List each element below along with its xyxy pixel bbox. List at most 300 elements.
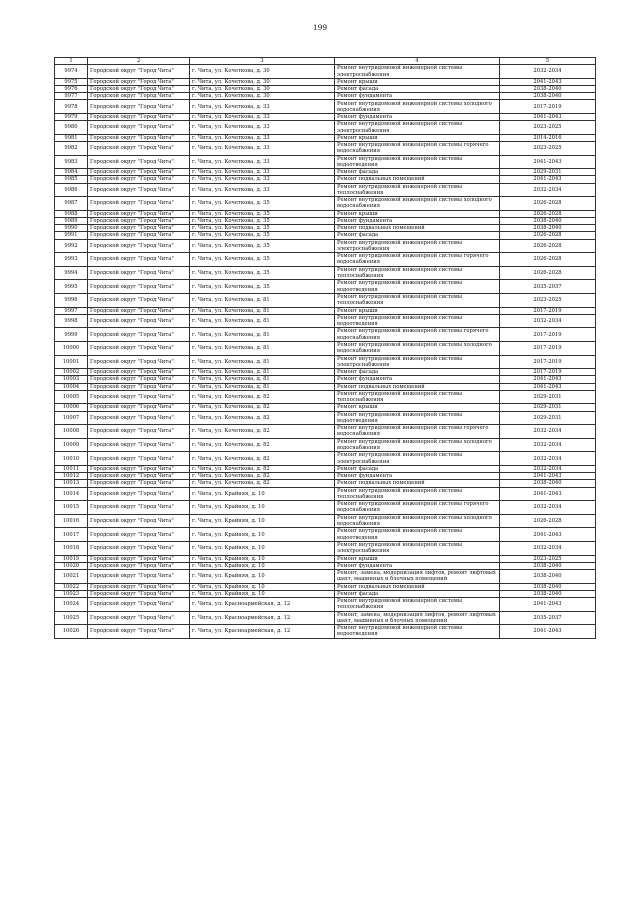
- address-cell: г. Чита, ул. Красноармейская, д. 12: [190, 625, 335, 639]
- address-cell: г. Чита, ул. Крайняя, д. 10: [190, 555, 335, 562]
- address-cell: г. Чита, ул. Кочеткова, д. 82: [190, 390, 335, 404]
- period-cell: 2038-2040: [500, 86, 596, 93]
- municipality-cell: Городской округ "Город Чита": [88, 176, 190, 183]
- municipality-cell: Городской округ "Город Чита": [88, 473, 190, 480]
- table-row: [55, 438, 596, 452]
- period-cell: 2029-2031: [500, 390, 596, 404]
- period-cell: 2041-2043: [500, 487, 596, 501]
- column-header: 5: [500, 58, 596, 65]
- period-cell: 2041-2043: [500, 78, 596, 85]
- row-number-cell: 10019: [55, 555, 88, 562]
- work-type-cell: Ремонт крыши: [335, 134, 500, 141]
- period-cell: 2035-2037: [500, 280, 596, 294]
- municipality-cell: Городской округ "Город Чита": [88, 253, 190, 267]
- municipality-cell: Городской округ "Город Чита": [88, 390, 190, 404]
- municipality-cell: Городской округ "Город Чита": [88, 225, 190, 232]
- period-cell: 2038-2040: [500, 569, 596, 583]
- work-type-cell: Ремонт внутридомовой инженерной системы теплоснабжения: [335, 183, 500, 197]
- period-cell: 2041-2043: [500, 597, 596, 611]
- table-row: [55, 93, 596, 100]
- municipality-cell: Городской округ "Город Чита": [88, 210, 190, 217]
- row-number-cell: 10009: [55, 438, 88, 452]
- address-cell: г. Чита, ул. Кочеткова, д. 35: [190, 280, 335, 294]
- row-number-cell: 10025: [55, 611, 88, 625]
- work-type-cell: Ремонт фасада: [335, 169, 500, 176]
- column-header: 1: [55, 58, 88, 65]
- row-number-cell: 10012: [55, 473, 88, 480]
- address-cell: г. Чита, ул. Крайняя, д. 10: [190, 514, 335, 528]
- table-row: [55, 225, 596, 232]
- address-cell: г. Чита, ул. Кочеткова, д. 30: [190, 93, 335, 100]
- table-row: [55, 86, 596, 93]
- row-number-cell: 9998: [55, 314, 88, 328]
- row-number-cell: 10016: [55, 514, 88, 528]
- table-row: [55, 266, 596, 280]
- period-cell: 2017-2019: [500, 307, 596, 314]
- address-cell: г. Чита, ул. Кочеткова, д. 33: [190, 169, 335, 176]
- municipality-cell: Городской округ "Город Чита": [88, 169, 190, 176]
- municipality-cell: Городской округ "Город Чита": [88, 232, 190, 239]
- row-number-cell: 9979: [55, 114, 88, 121]
- table-row: [55, 528, 596, 542]
- address-cell: г. Чита, ул. Кочеткова, д. 33: [190, 100, 335, 114]
- period-cell: 2023-2025: [500, 142, 596, 156]
- address-cell: г. Чита, ул. Кочеткова, д. 30: [190, 86, 335, 93]
- period-cell: 2041-2043: [500, 383, 596, 390]
- table-row: [55, 390, 596, 404]
- row-number-cell: 9982: [55, 142, 88, 156]
- work-type-cell: Ремонт внутридомовой инженерной системы электроснабжения: [335, 541, 500, 555]
- row-number-cell: 10011: [55, 465, 88, 472]
- table-row: [55, 583, 596, 590]
- address-cell: г. Чита, ул. Кочеткова, д. 35: [190, 239, 335, 253]
- table-row: [55, 307, 596, 314]
- table-row: [55, 355, 596, 369]
- table-row: [55, 383, 596, 390]
- table-row: [55, 369, 596, 376]
- municipality-cell: Городской округ "Город Чита": [88, 314, 190, 328]
- table-body: [55, 58, 596, 639]
- municipality-cell: Городской округ "Город Чита": [88, 266, 190, 280]
- table-row: [55, 155, 596, 169]
- work-type-cell: Ремонт внутридомовой инженерной системы холодного водоснабжения: [335, 341, 500, 355]
- row-number-cell: 9992: [55, 239, 88, 253]
- table-row: [55, 217, 596, 224]
- address-cell: г. Чита, ул. Крайняя, д. 10: [190, 562, 335, 569]
- work-type-cell: Ремонт внутридомовой инженерной системы водоотведения: [335, 625, 500, 639]
- period-cell: 2038-2040: [500, 480, 596, 487]
- address-cell: г. Чита, ул. Крайняя, д. 10: [190, 590, 335, 597]
- row-number-cell: 9978: [55, 100, 88, 114]
- address-cell: г. Чита, ул. Кочеткова, д. 82: [190, 425, 335, 439]
- period-cell: 2026-2028: [500, 253, 596, 267]
- row-number-cell: 9987: [55, 197, 88, 211]
- work-type-cell: Ремонт внутридомовой инженерной системы горячего водоснабжения: [335, 425, 500, 439]
- row-number-cell: 9989: [55, 217, 88, 224]
- period-cell: 2026-2028: [500, 266, 596, 280]
- municipality-cell: Городской округ "Город Чита": [88, 100, 190, 114]
- work-type-cell: Ремонт подвальных помещений: [335, 583, 500, 590]
- row-number-cell: 9975: [55, 78, 88, 85]
- address-cell: г. Чита, ул. Кочеткова, д. 82: [190, 438, 335, 452]
- table-row: [55, 169, 596, 176]
- table-row: [55, 134, 596, 141]
- work-type-cell: Ремонт, замена, модернизация лифтов, ремонт лифтовых шахт, машинных и блочных помещений: [335, 611, 500, 625]
- municipality-cell: Городской округ "Город Чита": [88, 280, 190, 294]
- period-cell: 2026-2028: [500, 239, 596, 253]
- table-row: [55, 562, 596, 569]
- municipality-cell: Городской округ "Город Чита": [88, 239, 190, 253]
- table-row: [55, 625, 596, 639]
- period-cell: 2038-2040: [500, 590, 596, 597]
- row-number-cell: 10014: [55, 487, 88, 501]
- municipality-cell: Городской округ "Город Чита": [88, 480, 190, 487]
- municipality-cell: Городской округ "Город Чита": [88, 541, 190, 555]
- period-cell: 2038-2040: [500, 217, 596, 224]
- address-cell: г. Чита, ул. Кочеткова, д. 35: [190, 253, 335, 267]
- row-number-cell: 9980: [55, 121, 88, 135]
- address-cell: г. Чита, ул. Кочеткова, д. 81: [190, 383, 335, 390]
- period-cell: 2026-2028: [500, 210, 596, 217]
- row-number-cell: 10013: [55, 480, 88, 487]
- municipality-cell: Городской округ "Город Чита": [88, 625, 190, 639]
- table-row: [55, 541, 596, 555]
- period-cell: 2032-2034: [500, 438, 596, 452]
- row-number-cell: 9983: [55, 155, 88, 169]
- work-type-cell: Ремонт внутридомовой инженерной системы водоотведения: [335, 411, 500, 425]
- period-cell: 2023-2025: [500, 555, 596, 562]
- municipality-cell: Городской округ "Город Чита": [88, 452, 190, 466]
- municipality-cell: Городской округ "Город Чита": [88, 376, 190, 383]
- table-row: [55, 473, 596, 480]
- table-row: [55, 376, 596, 383]
- work-type-cell: Ремонт фундамента: [335, 114, 500, 121]
- address-cell: г. Чита, ул. Красноармейская, д. 12: [190, 597, 335, 611]
- period-cell: 2032-2034: [500, 65, 596, 79]
- municipality-cell: Городской округ "Город Чита": [88, 569, 190, 583]
- address-cell: г. Чита, ул. Кочеткова, д. 33: [190, 114, 335, 121]
- row-number-cell: 10026: [55, 625, 88, 639]
- period-cell: 2023-2025: [500, 121, 596, 135]
- table-row: [55, 569, 596, 583]
- table-row: [55, 555, 596, 562]
- address-cell: г. Чита, ул. Кочеткова, д. 82: [190, 411, 335, 425]
- municipality-cell: Городской округ "Город Чита": [88, 183, 190, 197]
- municipality-cell: Городской округ "Город Чита": [88, 411, 190, 425]
- row-number-cell: 10022: [55, 583, 88, 590]
- table-row: [55, 404, 596, 411]
- municipality-cell: Городской округ "Город Чита": [88, 217, 190, 224]
- work-type-cell: Ремонт подвальных помещений: [335, 176, 500, 183]
- municipality-cell: Городской округ "Город Чита": [88, 514, 190, 528]
- period-cell: 2041-2043: [500, 176, 596, 183]
- work-type-cell: Ремонт фундамента: [335, 473, 500, 480]
- work-type-cell: Ремонт фасада: [335, 232, 500, 239]
- municipality-cell: Городской округ "Город Чита": [88, 78, 190, 85]
- address-cell: г. Чита, ул. Кочеткова, д. 33: [190, 176, 335, 183]
- work-type-cell: Ремонт внутридомовой инженерной системы теплоснабжения: [335, 266, 500, 280]
- work-type-cell: Ремонт внутридомовой инженерной системы электроснабжения: [335, 239, 500, 253]
- work-type-cell: Ремонт внутридомовой инженерной системы электроснабжения: [335, 452, 500, 466]
- municipality-cell: Городской округ "Город Чита": [88, 487, 190, 501]
- table-row: [55, 197, 596, 211]
- table-row: [55, 293, 596, 307]
- address-cell: г. Чита, ул. Кочеткова, д. 33: [190, 183, 335, 197]
- period-cell: 2032-2034: [500, 425, 596, 439]
- period-cell: 2029-2031: [500, 411, 596, 425]
- row-number-cell: 10006: [55, 404, 88, 411]
- period-cell: 2041-2043: [500, 528, 596, 542]
- municipality-cell: Городской округ "Город Чита": [88, 404, 190, 411]
- work-type-cell: Ремонт крыши: [335, 210, 500, 217]
- municipality-cell: Городской округ "Город Чита": [88, 114, 190, 121]
- address-cell: г. Чита, ул. Кочеткова, д. 82: [190, 404, 335, 411]
- row-number-cell: 9985: [55, 176, 88, 183]
- period-cell: 2026-2028: [500, 197, 596, 211]
- municipality-cell: Городской округ "Город Чита": [88, 86, 190, 93]
- work-type-cell: Ремонт внутридомовой инженерной системы горячего водоснабжения: [335, 253, 500, 267]
- row-number-cell: 9997: [55, 307, 88, 314]
- row-number-cell: 9981: [55, 134, 88, 141]
- row-number-cell: 9999: [55, 328, 88, 342]
- row-number-cell: 10007: [55, 411, 88, 425]
- address-cell: г. Чита, ул. Кочеткова, д. 81: [190, 314, 335, 328]
- row-number-cell: 10004: [55, 383, 88, 390]
- table-row: [55, 280, 596, 294]
- row-number-cell: 9986: [55, 183, 88, 197]
- work-type-cell: Ремонт крыши: [335, 404, 500, 411]
- table-row: [55, 253, 596, 267]
- row-number-cell: 9991: [55, 232, 88, 239]
- period-cell: 2032-2034: [500, 541, 596, 555]
- work-type-cell: Ремонт, замена, модернизация лифтов, ремонт лифтовых шахт, машинных и блочных помещений: [335, 569, 500, 583]
- address-cell: г. Чита, ул. Кочеткова, д. 33: [190, 142, 335, 156]
- municipality-cell: Городской округ "Город Чита": [88, 307, 190, 314]
- work-type-cell: Ремонт внутридомовой инженерной системы холодного водоснабжения: [335, 197, 500, 211]
- table-row: [55, 487, 596, 501]
- address-cell: г. Чита, ул. Кочеткова, д. 35: [190, 217, 335, 224]
- municipality-cell: Городской округ "Город Чита": [88, 65, 190, 79]
- row-number-cell: 10023: [55, 590, 88, 597]
- table-row: [55, 611, 596, 625]
- row-number-cell: 9984: [55, 169, 88, 176]
- municipality-cell: Городской округ "Город Чита": [88, 528, 190, 542]
- work-type-cell: Ремонт крыши: [335, 78, 500, 85]
- table-row: [55, 328, 596, 342]
- row-number-cell: 10010: [55, 452, 88, 466]
- period-cell: 2029-2031: [500, 404, 596, 411]
- table-row: [55, 100, 596, 114]
- row-number-cell: 9994: [55, 266, 88, 280]
- municipality-cell: Городской округ "Город Чита": [88, 341, 190, 355]
- row-number-cell: 10021: [55, 569, 88, 583]
- row-number-cell: 10005: [55, 390, 88, 404]
- work-type-cell: Ремонт фундамента: [335, 562, 500, 569]
- period-cell: 2038-2040: [500, 93, 596, 100]
- period-cell: 2038-2040: [500, 562, 596, 569]
- period-cell: 2032-2034: [500, 183, 596, 197]
- table-row: [55, 597, 596, 611]
- work-type-cell: Ремонт внутридомовой инженерной системы теплоснабжения: [335, 487, 500, 501]
- period-cell: 2038-2040: [500, 225, 596, 232]
- work-type-cell: Ремонт внутридомовой инженерной системы теплоснабжения: [335, 390, 500, 404]
- table-row: [55, 78, 596, 85]
- period-cell: 2041-2043: [500, 473, 596, 480]
- address-cell: г. Чита, ул. Крайняя, д. 10: [190, 487, 335, 501]
- municipality-cell: Городской округ "Город Чита": [88, 562, 190, 569]
- work-type-cell: Ремонт внутридомовой инженерной системы водоотведения: [335, 528, 500, 542]
- row-number-cell: 9976: [55, 86, 88, 93]
- work-type-cell: Ремонт фундамента: [335, 376, 500, 383]
- table-row: [55, 514, 596, 528]
- row-number-cell: 10020: [55, 562, 88, 569]
- table-header-row: [55, 58, 596, 65]
- row-number-cell: 10002: [55, 369, 88, 376]
- municipality-cell: Городской округ "Город Чита": [88, 355, 190, 369]
- row-number-cell: 10008: [55, 425, 88, 439]
- table-row: [55, 314, 596, 328]
- municipality-cell: Городской округ "Город Чита": [88, 369, 190, 376]
- table-row: [55, 480, 596, 487]
- work-type-cell: Ремонт подвальных помещений: [335, 480, 500, 487]
- period-cell: 2017-2019: [500, 355, 596, 369]
- work-type-cell: Ремонт фундамента: [335, 217, 500, 224]
- column-header: 4: [335, 58, 500, 65]
- table-row: [55, 239, 596, 253]
- address-cell: г. Чита, ул. Кочеткова, д. 81: [190, 369, 335, 376]
- column-header: 2: [88, 58, 190, 65]
- table-row: [55, 341, 596, 355]
- period-cell: 2041-2043: [500, 625, 596, 639]
- table-row: [55, 590, 596, 597]
- row-number-cell: 9996: [55, 293, 88, 307]
- work-type-cell: Ремонт внутридомовой инженерной системы холодного водоснабжения: [335, 514, 500, 528]
- municipality-cell: Городской округ "Город Чита": [88, 134, 190, 141]
- period-cell: 2026-2028: [500, 232, 596, 239]
- period-cell: 2017-2019: [500, 341, 596, 355]
- municipality-cell: Городской округ "Город Чита": [88, 555, 190, 562]
- period-cell: 2041-2043: [500, 114, 596, 121]
- address-cell: г. Чита, ул. Кочеткова, д. 35: [190, 225, 335, 232]
- table-row: [55, 411, 596, 425]
- table-row: [55, 142, 596, 156]
- municipality-cell: Городской округ "Город Чита": [88, 438, 190, 452]
- column-header: 3: [190, 58, 335, 65]
- municipality-cell: Городской округ "Город Чита": [88, 597, 190, 611]
- work-type-cell: Ремонт фасада: [335, 86, 500, 93]
- row-number-cell: 9995: [55, 280, 88, 294]
- address-cell: г. Чита, ул. Крайняя, д. 10: [190, 501, 335, 515]
- period-cell: 2032-2034: [500, 465, 596, 472]
- work-type-cell: Ремонт фасада: [335, 465, 500, 472]
- address-cell: г. Чита, ул. Кочеткова, д. 81: [190, 341, 335, 355]
- period-cell: 2014-2016: [500, 134, 596, 141]
- municipality-cell: Городской округ "Город Чита": [88, 465, 190, 472]
- work-type-cell: Ремонт внутридомовой инженерной системы водоотведения: [335, 314, 500, 328]
- work-type-cell: Ремонт внутридомовой инженерной системы горячего водоснабжения: [335, 328, 500, 342]
- work-type-cell: Ремонт внутридомовой инженерной системы электроснабжения: [335, 355, 500, 369]
- period-cell: 2032-2034: [500, 314, 596, 328]
- row-number-cell: 9993: [55, 253, 88, 267]
- work-type-cell: Ремонт подвальных помещений: [335, 383, 500, 390]
- period-cell: 2017-2019: [500, 100, 596, 114]
- address-cell: г. Чита, ул. Кочеткова, д. 35: [190, 210, 335, 217]
- address-cell: г. Чита, ул. Кочеткова, д. 81: [190, 328, 335, 342]
- municipality-cell: Городской округ "Город Чита": [88, 590, 190, 597]
- row-number-cell: 9988: [55, 210, 88, 217]
- period-cell: 2029-2031: [500, 169, 596, 176]
- table-row: [55, 121, 596, 135]
- row-number-cell: 9974: [55, 65, 88, 79]
- work-type-cell: Ремонт внутридомовой инженерной системы холодного водоснабжения: [335, 100, 500, 114]
- period-cell: 2032-2034: [500, 452, 596, 466]
- address-cell: г. Чита, ул. Кочеткова, д. 33: [190, 121, 335, 135]
- table-row: [55, 176, 596, 183]
- municipality-cell: Городской округ "Город Чита": [88, 93, 190, 100]
- table-row: [55, 210, 596, 217]
- capital-repair-table: [54, 57, 596, 639]
- municipality-cell: Городской округ "Город Чита": [88, 121, 190, 135]
- address-cell: г. Чита, ул. Крайняя, д. 10: [190, 569, 335, 583]
- address-cell: г. Чита, ул. Кочеткова, д. 81: [190, 376, 335, 383]
- period-cell: 2041-2043: [500, 155, 596, 169]
- address-cell: г. Чита, ул. Кочеткова, д. 30: [190, 78, 335, 85]
- row-number-cell: 10001: [55, 355, 88, 369]
- period-cell: 2017-2019: [500, 328, 596, 342]
- table-row: [55, 232, 596, 239]
- work-type-cell: Ремонт внутридомовой инженерной системы теплоснабжения: [335, 293, 500, 307]
- work-type-cell: Ремонт подвальных помещений: [335, 225, 500, 232]
- period-cell: 2035-2037: [500, 611, 596, 625]
- work-type-cell: Ремонт крыши: [335, 307, 500, 314]
- address-cell: г. Чита, ул. Кочеткова, д. 35: [190, 232, 335, 239]
- work-type-cell: Ремонт внутридомовой инженерной системы водоотведения: [335, 280, 500, 294]
- address-cell: г. Чита, ул. Кочеткова, д. 81: [190, 355, 335, 369]
- address-cell: г. Чита, ул. Крайняя, д. 10: [190, 528, 335, 542]
- address-cell: г. Чита, ул. Кочеткова, д. 82: [190, 473, 335, 480]
- municipality-cell: Городской округ "Город Чита": [88, 611, 190, 625]
- period-cell: 2041-2043: [500, 376, 596, 383]
- address-cell: г. Чита, ул. Кочеткова, д. 33: [190, 134, 335, 141]
- work-type-cell: Ремонт фундамента: [335, 93, 500, 100]
- address-cell: г. Чита, ул. Кочеткова, д. 82: [190, 480, 335, 487]
- row-number-cell: 10003: [55, 376, 88, 383]
- table-row: [55, 183, 596, 197]
- work-type-cell: Ремонт крыши: [335, 555, 500, 562]
- work-type-cell: Ремонт внутридомовой инженерной системы электроснабжения: [335, 65, 500, 79]
- work-type-cell: Ремонт внутридомовой инженерной системы горячего водоснабжения: [335, 501, 500, 515]
- municipality-cell: Городской округ "Город Чита": [88, 155, 190, 169]
- address-cell: г. Чита, ул. Кочеткова, д. 30: [190, 65, 335, 79]
- work-type-cell: Ремонт внутридомовой инженерной системы горячего водоснабжения: [335, 142, 500, 156]
- address-cell: г. Чита, ул. Крайняя, д. 10: [190, 541, 335, 555]
- row-number-cell: 10017: [55, 528, 88, 542]
- work-type-cell: Ремонт внутридомовой инженерной системы водоотведения: [335, 155, 500, 169]
- work-type-cell: Ремонт внутридомовой инженерной системы теплоснабжения: [335, 597, 500, 611]
- row-number-cell: 10018: [55, 541, 88, 555]
- municipality-cell: Городской округ "Город Чита": [88, 328, 190, 342]
- page-number: 199: [312, 23, 328, 32]
- table-row: [55, 114, 596, 121]
- municipality-cell: Городской округ "Город Чита": [88, 583, 190, 590]
- period-cell: 2023-2025: [500, 293, 596, 307]
- address-cell: г. Чита, ул. Кочеткова, д. 82: [190, 452, 335, 466]
- municipality-cell: Городской округ "Город Чита": [88, 425, 190, 439]
- address-cell: г. Чита, ул. Кочеткова, д. 81: [190, 307, 335, 314]
- period-cell: 2017-2019: [500, 369, 596, 376]
- address-cell: г. Чита, ул. Кочеткова, д. 82: [190, 465, 335, 472]
- table-row: [55, 452, 596, 466]
